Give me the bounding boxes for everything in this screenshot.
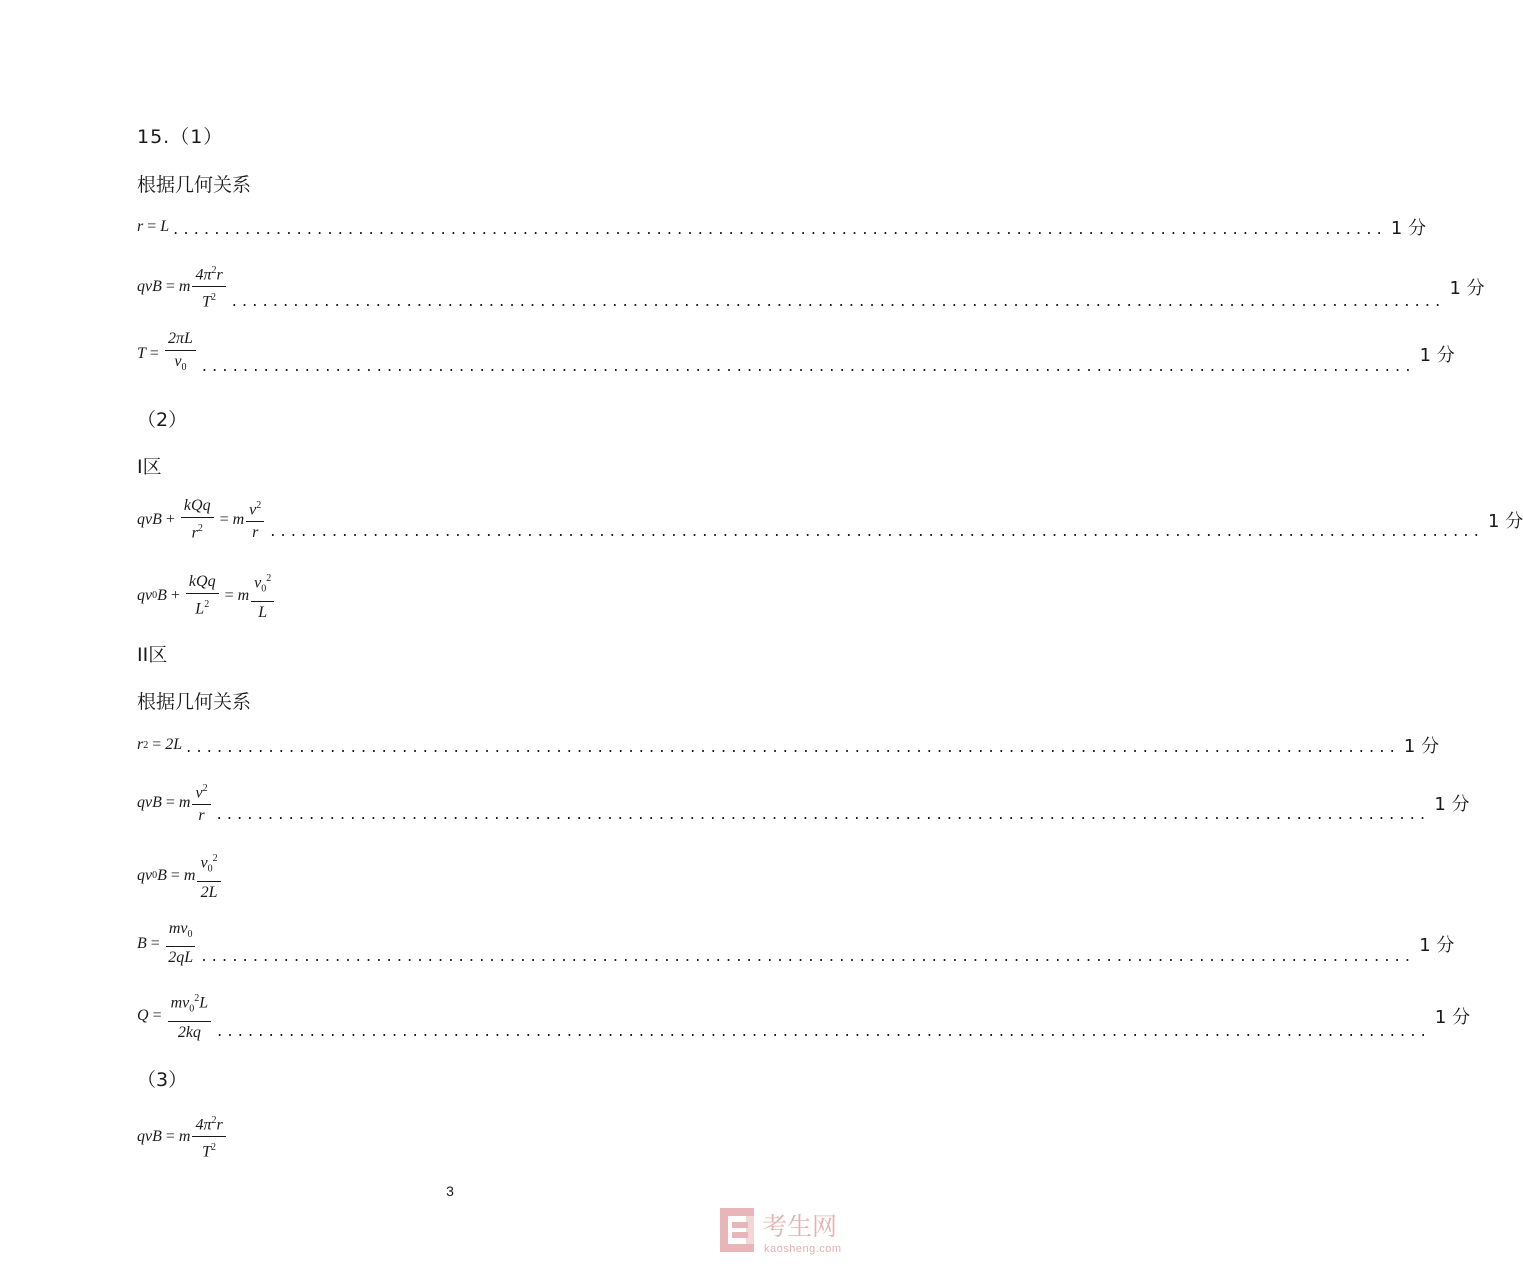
leader-dots: ...................................................................................................................... bbox=[216, 804, 1431, 824]
leader-dots: ...................................................................................................................... bbox=[173, 219, 1387, 238]
equation-region-1-substituted: qv 0 B + $\frac{\text{kQq}}{L^2}$ = m $\frac{v_0^2}{L}$ bbox=[137, 570, 276, 622]
equation-row bbox=[137, 497, 1523, 542]
part-2-label: （2） bbox=[137, 409, 188, 431]
equation-row bbox=[137, 990, 1471, 1042]
region-1-label: I区 bbox=[137, 456, 162, 478]
equation-row bbox=[137, 330, 1455, 377]
equation-region-1-force: qvB + $\frac{\text{kQq}}{r^2}$ = m $\frac{v^2}{r}$ bbox=[137, 497, 266, 542]
question-15-label: 15.（1） bbox=[137, 126, 224, 148]
equation-B-result: B = $\frac{mv_0}{2qL}$ bbox=[137, 920, 197, 967]
equation-r-equals-L: r = L bbox=[137, 218, 170, 235]
part-3-label: （3） bbox=[137, 1069, 188, 1091]
score-label: 1 分 bbox=[1419, 344, 1455, 366]
score-label: 1 分 bbox=[1449, 277, 1485, 299]
score-label: 1 分 bbox=[1403, 736, 1440, 757]
leader-dots: ...................................................................................................................... bbox=[186, 737, 1400, 756]
equation-row bbox=[137, 780, 1470, 825]
equation-region-2-substituted: qv 0 B = m $\frac{v_0^2}{2L}$ bbox=[137, 850, 223, 902]
equation-row bbox=[137, 214, 1427, 240]
leader-dots: ...................................................................................................................... bbox=[270, 521, 1485, 541]
score-label: 1 分 bbox=[1488, 510, 1523, 532]
equation-Q-result: Q = $\frac{mv_0^2L}{2kq}$ bbox=[137, 990, 213, 1042]
leader-dots: ...................................................................................................................... bbox=[201, 946, 1416, 966]
equation-r2-equals-2L: r 2 = 2L bbox=[137, 736, 183, 753]
equation-region-2-force: qvB = m $\frac{v^2}{r}$ bbox=[137, 780, 213, 825]
geometry-relation-heading: 根据几何关系 bbox=[137, 174, 252, 196]
equation-period: T = $\frac{2\pi L}{v_0}$ bbox=[137, 330, 198, 377]
equation-lorentz-period: qvB = m $\frac{4\pi^2r}{T^2}$ bbox=[137, 262, 228, 312]
equation-row bbox=[137, 850, 762, 902]
page-number: 3 bbox=[446, 1183, 454, 1199]
leader-dots: ...................................................................................................................... bbox=[231, 290, 1446, 310]
score-label: 1 分 bbox=[1390, 218, 1427, 239]
score-label: 1 分 bbox=[1434, 793, 1470, 815]
leader-dots: ...................................................................................................................... bbox=[217, 1020, 1431, 1040]
score-label: 1 分 bbox=[1434, 1006, 1471, 1028]
kaosheng-watermark-logo bbox=[718, 1204, 883, 1256]
watermark-domain: kaosheng.com bbox=[764, 1243, 842, 1255]
watermark-brand: 考生网 bbox=[762, 1212, 838, 1241]
equation-row bbox=[137, 570, 762, 622]
equation-row bbox=[137, 732, 1440, 758]
equation-row bbox=[137, 1112, 762, 1162]
equation-row bbox=[137, 920, 1455, 967]
equation-lorentz-period-2: qvB = m $\frac{4\pi^2r}{T^2}$ bbox=[137, 1112, 228, 1162]
geometry-relation-heading: 根据几何关系 bbox=[137, 691, 252, 713]
equation-row bbox=[137, 262, 1485, 312]
score-label: 1 分 bbox=[1419, 934, 1455, 956]
leader-dots: ...................................................................................................................... bbox=[201, 356, 1416, 376]
region-2-label: II区 bbox=[137, 644, 168, 666]
